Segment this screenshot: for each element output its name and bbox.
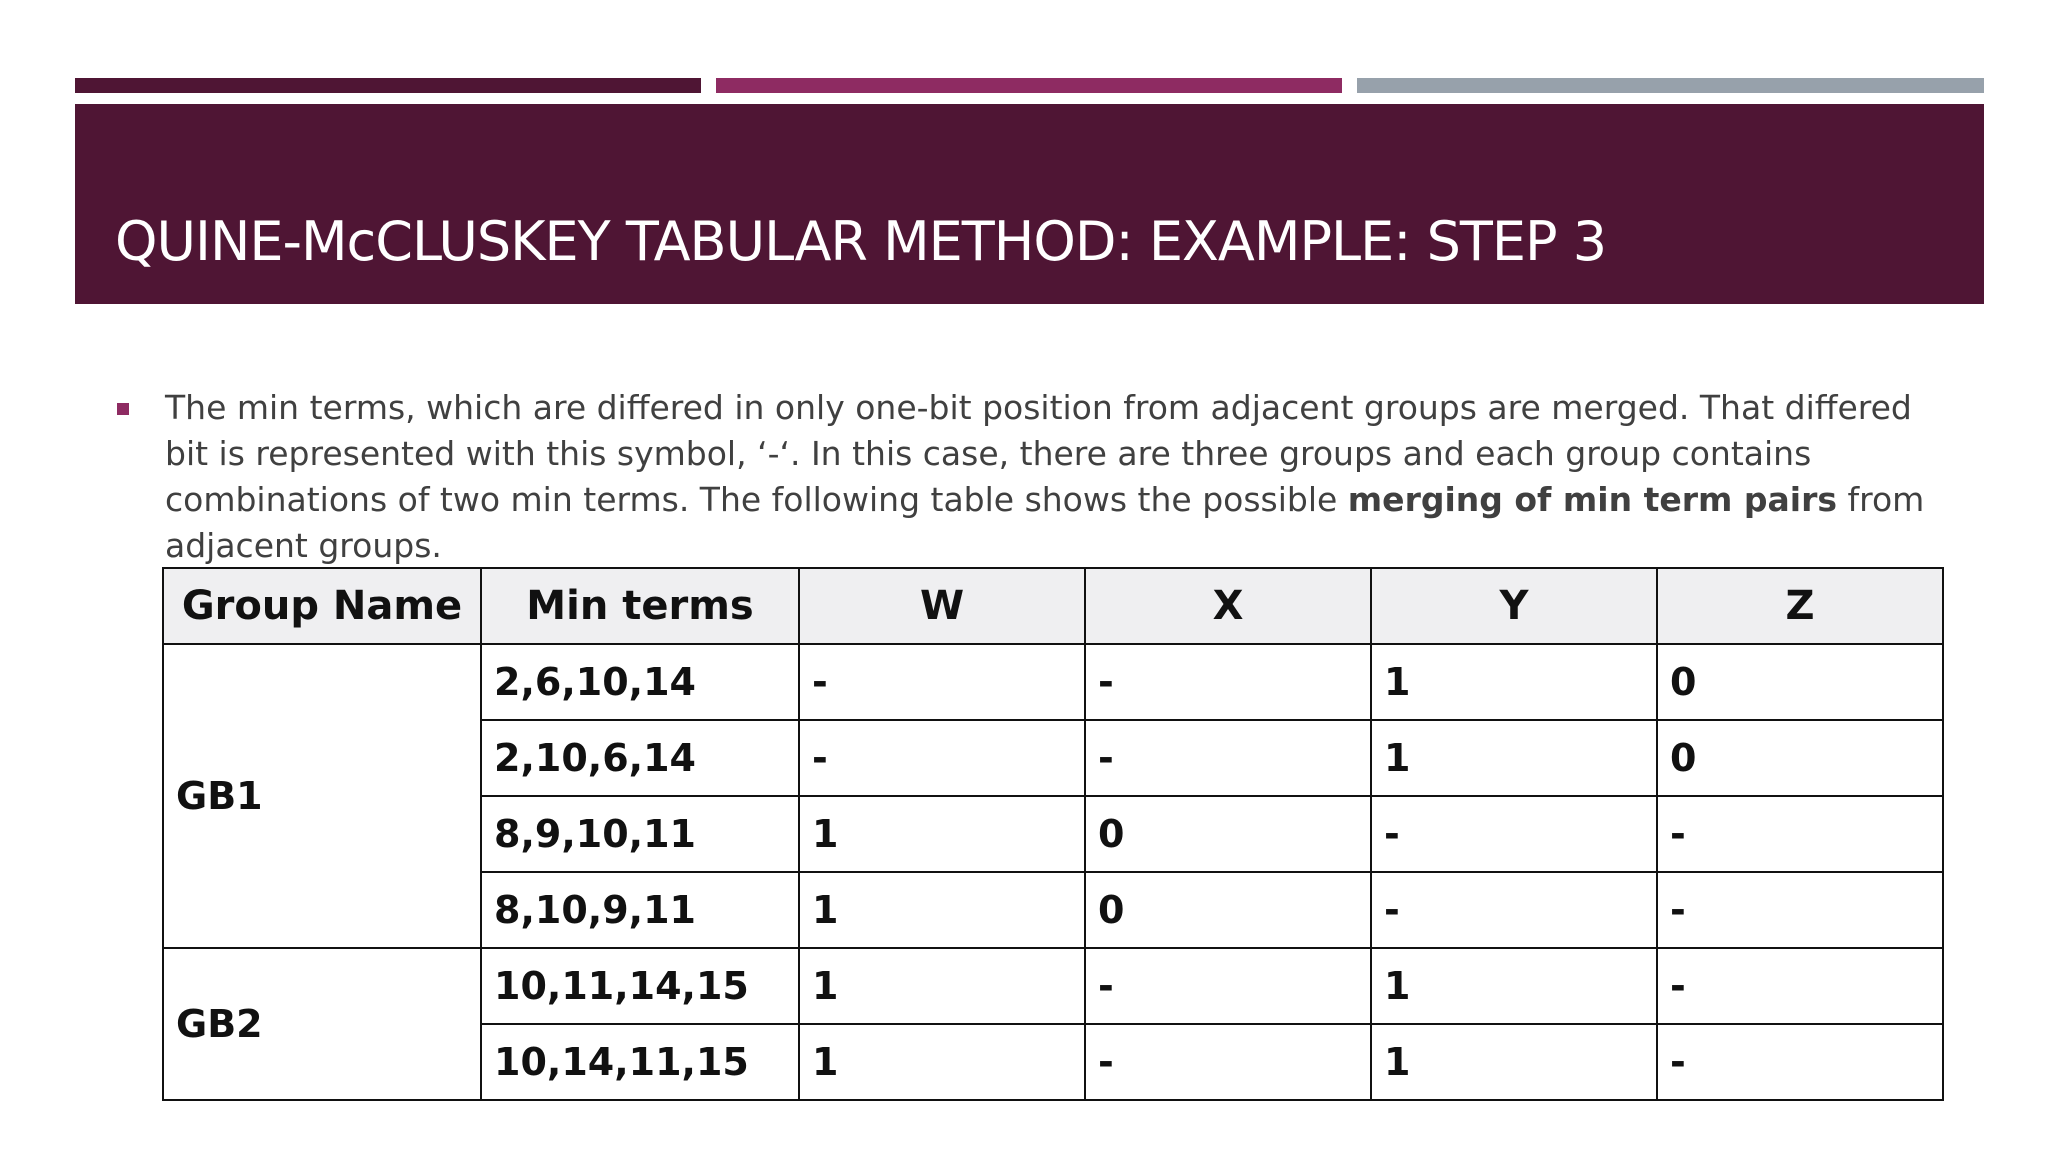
w-cell: 1 [799, 948, 1085, 1024]
w-cell: - [799, 644, 1085, 720]
table-row [163, 644, 1943, 720]
merge-table [162, 567, 1944, 1101]
x-cell: - [1085, 720, 1371, 796]
z-cell: 0 [1657, 720, 1943, 796]
min-terms-cell: 10,14,11,15 [481, 1024, 799, 1100]
z-cell: - [1657, 872, 1943, 948]
x-cell: - [1085, 948, 1371, 1024]
bullet-text [165, 385, 1955, 569]
accent-bar-grey [1357, 78, 1984, 93]
w-cell: 1 [799, 872, 1085, 948]
x-cell: - [1085, 644, 1371, 720]
header-y: Y [1371, 568, 1657, 644]
header-x: X [1085, 568, 1371, 644]
min-terms-cell: 2,10,6,14 [481, 720, 799, 796]
header-w: W [799, 568, 1085, 644]
y-cell: 1 [1371, 1024, 1657, 1100]
y-cell: 1 [1371, 644, 1657, 720]
header-z: Z [1657, 568, 1943, 644]
z-cell: - [1657, 1024, 1943, 1100]
w-cell: 1 [799, 1024, 1085, 1100]
accent-bar-plum-dark [75, 78, 701, 93]
table-row [163, 948, 1943, 1024]
w-cell: 1 [799, 796, 1085, 872]
accent-bar-plum [716, 78, 1342, 93]
w-cell: - [799, 720, 1085, 796]
min-terms-cell: 10,11,14,15 [481, 948, 799, 1024]
z-cell: - [1657, 796, 1943, 872]
bullet-text-part-2: from adjacent groups. [165, 480, 1925, 565]
min-terms-cell: 8,9,10,11 [481, 796, 799, 872]
y-cell: 1 [1371, 948, 1657, 1024]
min-terms-cell: 8,10,9,11 [481, 872, 799, 948]
z-cell: - [1657, 948, 1943, 1024]
bullet-item [115, 385, 1955, 569]
square-bullet-icon [117, 403, 129, 415]
table-header-row [163, 568, 1943, 644]
x-cell: 0 [1085, 796, 1371, 872]
group-cell-gb2: GB2 [163, 948, 481, 1100]
y-cell: - [1371, 796, 1657, 872]
group-cell-gb1: GB1 [163, 644, 481, 948]
title-band [75, 104, 1984, 304]
y-cell: 1 [1371, 720, 1657, 796]
x-cell: 0 [1085, 872, 1371, 948]
slide-title: QUINE-McCLUSKEY TABULAR METHOD: EXAMPLE: STEP 3 [115, 210, 1607, 273]
x-cell: - [1085, 1024, 1371, 1100]
header-min-terms: Min terms [481, 568, 799, 644]
z-cell: 0 [1657, 644, 1943, 720]
y-cell: - [1371, 872, 1657, 948]
header-group-name: Group Name [163, 568, 481, 644]
bullet-text-bold: merging of min term pairs [1347, 480, 1837, 519]
bullet-text-part-1: The min terms, which are differed in only one-bit position from adjacent groups are merged. That differed bit is represented with this symbol, ‘-‘. In this case, there are three groups and each group contains combinations of two min terms. The following table shows the possible [165, 388, 1912, 519]
min-terms-cell: 2,6,10,14 [481, 644, 799, 720]
